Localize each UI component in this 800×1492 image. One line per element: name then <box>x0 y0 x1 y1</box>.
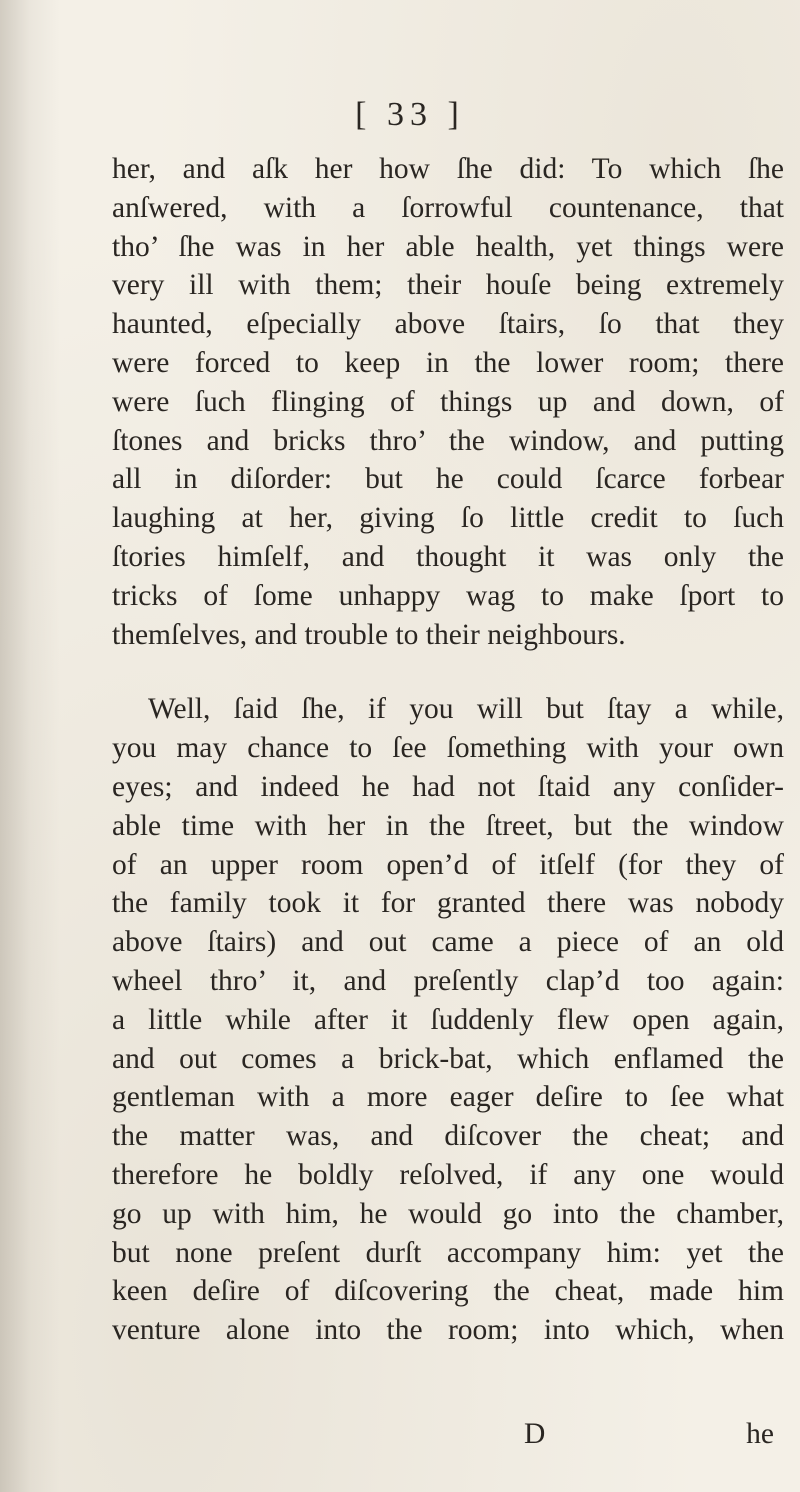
text-line: tricks of ſome unhappy wag to make ſport to <box>112 579 784 612</box>
text-line: the family took it for granted there was nobody <box>112 887 784 920</box>
text-line: Well, ſaid ſhe, if you will but ſtay a while, <box>148 693 784 726</box>
body-text <box>112 150 784 1350</box>
text-line: above ſtairs) and out came a piece of an old <box>112 926 784 959</box>
text-line: themſelves, and trouble to their neighbours. <box>112 618 626 651</box>
text-line: anſwered, with a ſorrowful countenance, that <box>112 191 784 224</box>
text-line: you may chance to ſee ſomething with your own <box>112 732 784 765</box>
text-line: a little while after it ſuddenly flew open again, <box>112 1003 784 1036</box>
text-line: able time with her in the ſtreet, but the window <box>112 809 784 842</box>
paragraph-1 <box>112 150 784 654</box>
text-line: but none preſent durſt accompany him: yet the <box>112 1236 784 1269</box>
text-line: tho’ ſhe was in her able health, yet things were <box>112 230 784 263</box>
binding-shadow <box>0 0 60 1492</box>
text-line: very ill with them; their houſe being extremely <box>112 269 784 302</box>
text-line: therefore he boldly reſolved, if any one would <box>112 1158 784 1191</box>
text-line: laughing at her, giving ſo little credit to ſuch <box>112 502 784 535</box>
text-line: were forced to keep in the lower room; there <box>112 346 784 379</box>
text-line: ſtories himſelf, and thought it was only the <box>112 540 784 573</box>
signature-mark: D <box>524 1418 546 1450</box>
text-line: her, and aſk her how ſhe did: To which ſhe <box>112 153 784 185</box>
paragraph-gap <box>112 654 784 690</box>
text-line: all in diſorder: but he could ſcarce forbear <box>112 463 784 496</box>
page-number: [ 33 ] <box>355 96 465 133</box>
text-line: go up with him, he would go into the chamber, <box>112 1197 784 1230</box>
text-line: were ſuch flinging of things up and down, of <box>112 385 784 418</box>
text-line: keen deſire of diſcovering the cheat, made him <box>112 1275 784 1308</box>
paragraph-2 <box>112 690 784 1350</box>
text-line: the matter was, and diſcover the cheat; and <box>112 1120 784 1153</box>
text-line: haunted, eſpecially above ſtairs, ſo that they <box>112 308 784 341</box>
text-line: venture alone into the room; into which, when <box>112 1314 784 1347</box>
catchword: he <box>746 1418 774 1450</box>
text-line: ſtones and bricks thro’ the window, and putting <box>112 424 784 457</box>
text-line: gentleman with a more eager deſire to ſee what <box>112 1081 784 1114</box>
text-line: wheel thro’ it, and preſently clap’d too again: <box>112 964 784 997</box>
catchline <box>112 1418 784 1458</box>
text-line: of an upper room open’d of itſelf (for they of <box>112 848 784 881</box>
text-line: and out comes a brick-bat, which enflamed the <box>112 1042 784 1075</box>
text-line: eyes; and indeed he had not ſtaid any conſider- <box>112 770 784 803</box>
